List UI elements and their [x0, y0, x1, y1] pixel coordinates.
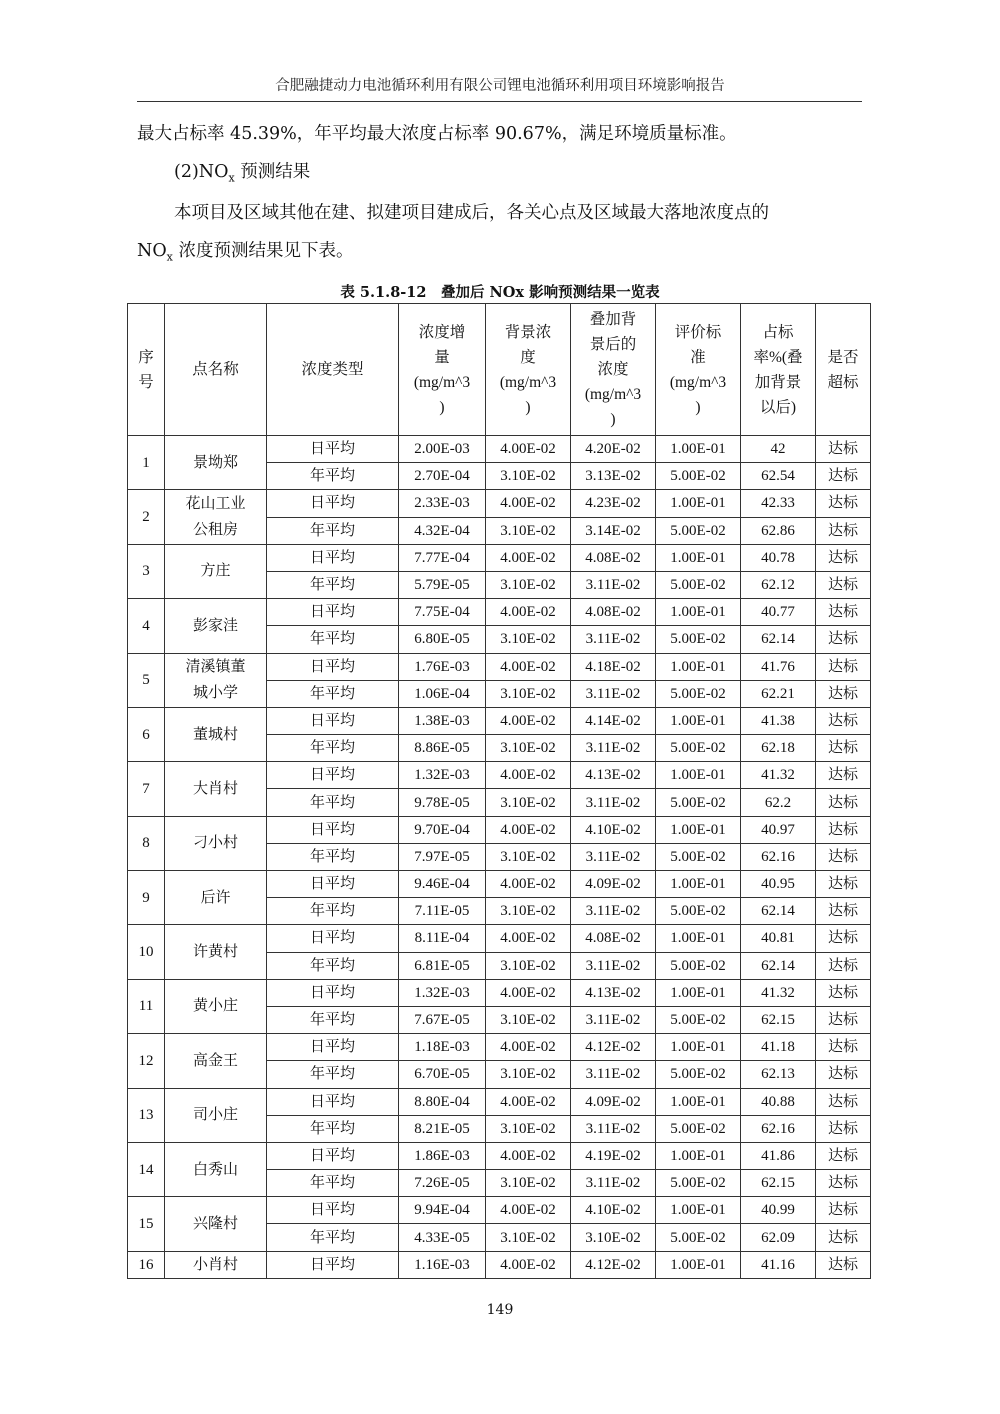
ratio-cell: 62.15 — [741, 1006, 816, 1033]
table-row — [128, 1142, 871, 1169]
background-cell: 4.00E-02 — [486, 599, 571, 626]
column-header: 浓度增 量 (mg/m^3 ) — [399, 304, 486, 436]
background-cell: 4.00E-02 — [486, 490, 571, 517]
standard-cell: 1.00E-01 — [656, 1034, 741, 1061]
background-cell: 3.10E-02 — [486, 735, 571, 762]
superimposed-cell: 4.09E-02 — [571, 871, 656, 898]
background-cell: 3.10E-02 — [486, 898, 571, 925]
standard-cell: 1.00E-01 — [656, 1251, 741, 1278]
increment-cell: 1.16E-03 — [399, 1251, 486, 1278]
superimposed-cell: 4.13E-02 — [571, 979, 656, 1006]
exceed-status-cell: 达标 — [816, 599, 871, 626]
column-header: 叠加背 景后的 浓度 (mg/m^3 ) — [571, 304, 656, 436]
table-row — [128, 1197, 871, 1224]
superimposed-cell: 3.11E-02 — [571, 680, 656, 707]
exceed-status-cell: 达标 — [816, 490, 871, 517]
standard-cell: 5.00E-02 — [656, 1115, 741, 1142]
concentration-type-cell: 日平均 — [267, 544, 399, 571]
point-name: 刁小村 — [165, 816, 267, 870]
column-header: 评价标 准 (mg/m^3 ) — [656, 304, 741, 436]
point-name: 司小庄 — [165, 1088, 267, 1142]
exceed-status-cell: 达标 — [816, 1115, 871, 1142]
standard-cell: 1.00E-01 — [656, 762, 741, 789]
background-cell: 3.10E-02 — [486, 843, 571, 870]
exceed-status-cell: 达标 — [816, 1251, 871, 1278]
increment-cell: 9.70E-04 — [399, 816, 486, 843]
superimposed-cell: 4.20E-02 — [571, 436, 656, 463]
increment-cell: 6.81E-05 — [399, 952, 486, 979]
background-cell: 3.10E-02 — [486, 680, 571, 707]
background-cell: 4.00E-02 — [486, 1251, 571, 1278]
increment-cell: 2.00E-03 — [399, 436, 486, 463]
concentration-type-cell: 年平均 — [267, 463, 399, 490]
ratio-cell: 62.14 — [741, 898, 816, 925]
exceed-status-cell: 达标 — [816, 952, 871, 979]
standard-cell: 1.00E-01 — [656, 1197, 741, 1224]
heading-text: 预测结果 — [234, 162, 311, 182]
row-number: 6 — [128, 707, 165, 761]
exceed-status-cell: 达标 — [816, 871, 871, 898]
increment-cell: 7.75E-04 — [399, 599, 486, 626]
exceed-status-cell: 达标 — [816, 843, 871, 870]
table-caption: 表 5.1.8-12 叠加后 NOx 影响预测结果一览表 — [340, 284, 660, 301]
heading-text: (2)NO — [174, 162, 229, 182]
increment-cell: 1.06E-04 — [399, 680, 486, 707]
concentration-type-cell: 日平均 — [267, 653, 399, 680]
increment-cell: 9.46E-04 — [399, 871, 486, 898]
point-name: 许黄村 — [165, 925, 267, 979]
standard-cell: 1.00E-01 — [656, 544, 741, 571]
point-name: 彭家洼 — [165, 599, 267, 653]
superimposed-cell: 3.11E-02 — [571, 571, 656, 598]
increment-cell: 9.78E-05 — [399, 789, 486, 816]
point-name: 白秀山 — [165, 1142, 267, 1196]
superimposed-cell: 4.08E-02 — [571, 544, 656, 571]
table-row — [128, 925, 871, 952]
ratio-cell: 40.77 — [741, 599, 816, 626]
point-name: 花山工业 公租房 — [165, 490, 267, 544]
standard-cell: 5.00E-02 — [656, 626, 741, 653]
increment-cell: 1.32E-03 — [399, 762, 486, 789]
row-number: 13 — [128, 1088, 165, 1142]
superimposed-cell: 4.12E-02 — [571, 1034, 656, 1061]
standard-cell: 5.00E-02 — [656, 463, 741, 490]
table-row — [128, 762, 871, 789]
point-name: 方庄 — [165, 544, 267, 598]
heading-subscript: x — [228, 171, 235, 185]
increment-cell: 1.86E-03 — [399, 1142, 486, 1169]
superimposed-cell: 3.14E-02 — [571, 517, 656, 544]
background-cell: 3.10E-02 — [486, 1061, 571, 1088]
increment-cell: 6.80E-05 — [399, 626, 486, 653]
column-header: 浓度类型 — [267, 304, 399, 436]
table-row — [128, 599, 871, 626]
superimposed-cell: 3.10E-02 — [571, 1224, 656, 1251]
superimposed-cell: 4.08E-02 — [571, 599, 656, 626]
ratio-cell: 41.32 — [741, 979, 816, 1006]
background-cell: 4.00E-02 — [486, 707, 571, 734]
standard-cell: 5.00E-02 — [656, 898, 741, 925]
standard-cell: 5.00E-02 — [656, 1006, 741, 1033]
exceed-status-cell: 达标 — [816, 463, 871, 490]
column-header: 点名称 — [165, 304, 267, 436]
standard-cell: 1.00E-01 — [656, 599, 741, 626]
standard-cell: 5.00E-02 — [656, 680, 741, 707]
ratio-cell: 41.76 — [741, 653, 816, 680]
increment-cell: 4.33E-05 — [399, 1224, 486, 1251]
increment-cell: 4.32E-04 — [399, 517, 486, 544]
section-heading — [174, 160, 310, 191]
concentration-type-cell: 日平均 — [267, 1251, 399, 1278]
background-cell: 3.10E-02 — [486, 952, 571, 979]
exceed-status-cell: 达标 — [816, 1034, 871, 1061]
row-number: 16 — [128, 1251, 165, 1278]
increment-cell: 7.11E-05 — [399, 898, 486, 925]
superimposed-cell: 4.10E-02 — [571, 816, 656, 843]
point-name: 小肖村 — [165, 1251, 267, 1278]
exceed-status-cell: 达标 — [816, 680, 871, 707]
table-row — [128, 490, 871, 517]
concentration-type-cell: 日平均 — [267, 1088, 399, 1115]
table-row — [128, 871, 871, 898]
concentration-type-cell: 年平均 — [267, 626, 399, 653]
ratio-cell: 62.14 — [741, 952, 816, 979]
ratio-cell: 62.21 — [741, 680, 816, 707]
increment-cell: 7.77E-04 — [399, 544, 486, 571]
increment-cell: 8.11E-04 — [399, 925, 486, 952]
row-number: 10 — [128, 925, 165, 979]
exceed-status-cell: 达标 — [816, 626, 871, 653]
concentration-type-cell: 日平均 — [267, 762, 399, 789]
concentration-type-cell: 日平均 — [267, 979, 399, 1006]
superimposed-cell: 3.11E-02 — [571, 952, 656, 979]
ratio-cell: 42.33 — [741, 490, 816, 517]
exceed-status-cell: 达标 — [816, 898, 871, 925]
background-cell: 4.00E-02 — [486, 816, 571, 843]
increment-cell: 7.67E-05 — [399, 1006, 486, 1033]
point-name: 董城村 — [165, 707, 267, 761]
concentration-type-cell: 日平均 — [267, 707, 399, 734]
superimposed-cell: 3.11E-02 — [571, 789, 656, 816]
increment-cell: 1.32E-03 — [399, 979, 486, 1006]
standard-cell: 5.00E-02 — [656, 1224, 741, 1251]
ratio-cell: 62.86 — [741, 517, 816, 544]
row-number: 9 — [128, 871, 165, 925]
table-row — [128, 979, 871, 1006]
ratio-cell: 41.32 — [741, 762, 816, 789]
exceed-status-cell: 达标 — [816, 1142, 871, 1169]
concentration-type-cell: 年平均 — [267, 789, 399, 816]
concentration-type-cell: 日平均 — [267, 436, 399, 463]
exceed-status-cell: 达标 — [816, 1006, 871, 1033]
point-name: 黄小庄 — [165, 979, 267, 1033]
exceed-status-cell: 达标 — [816, 544, 871, 571]
concentration-type-cell: 年平均 — [267, 571, 399, 598]
column-header: 占标 率%(叠 加背景 以后) — [741, 304, 816, 436]
increment-cell: 5.79E-05 — [399, 571, 486, 598]
increment-cell: 1.38E-03 — [399, 707, 486, 734]
superimposed-cell: 3.13E-02 — [571, 463, 656, 490]
ratio-cell: 41.38 — [741, 707, 816, 734]
background-cell: 3.10E-02 — [486, 571, 571, 598]
background-cell: 4.00E-02 — [486, 653, 571, 680]
point-name: 景坳郑 — [165, 436, 267, 490]
paragraph-text: NO — [137, 241, 167, 261]
table-row — [128, 436, 871, 463]
ratio-cell: 62.09 — [741, 1224, 816, 1251]
nox-prediction-table — [127, 303, 871, 1279]
increment-cell: 8.86E-05 — [399, 735, 486, 762]
exceed-status-cell: 达标 — [816, 789, 871, 816]
concentration-type-cell: 年平均 — [267, 1170, 399, 1197]
superimposed-cell: 4.10E-02 — [571, 1197, 656, 1224]
increment-cell: 7.26E-05 — [399, 1170, 486, 1197]
superimposed-cell: 3.11E-02 — [571, 626, 656, 653]
row-number: 2 — [128, 490, 165, 544]
paragraph-line: 最大占标率 45.39%，年平均最大浓度占标率 90.67%，满足环境质量标准。 — [137, 124, 737, 144]
paragraph-line: 本项目及区域其他在建、拟建项目建成后，各关心点及区域最大落地浓度点的 — [174, 203, 769, 223]
exceed-status-cell: 达标 — [816, 707, 871, 734]
ratio-cell: 62.2 — [741, 789, 816, 816]
superimposed-cell: 3.11E-02 — [571, 1170, 656, 1197]
column-header: 序 号 — [128, 304, 165, 436]
superimposed-cell: 3.11E-02 — [571, 1061, 656, 1088]
background-cell: 4.00E-02 — [486, 1142, 571, 1169]
standard-cell: 1.00E-01 — [656, 871, 741, 898]
row-number: 12 — [128, 1034, 165, 1088]
background-cell: 3.10E-02 — [486, 1115, 571, 1142]
background-cell: 4.00E-02 — [486, 1088, 571, 1115]
point-name: 清溪镇董 城小学 — [165, 653, 267, 707]
point-name: 高金王 — [165, 1034, 267, 1088]
page-header: 合肥融捷动力电池循环利用有限公司锂电池循环利用项目环境影响报告 — [275, 78, 725, 94]
concentration-type-cell: 年平均 — [267, 1115, 399, 1142]
concentration-type-cell: 年平均 — [267, 517, 399, 544]
increment-cell: 9.94E-04 — [399, 1197, 486, 1224]
standard-cell: 5.00E-02 — [656, 843, 741, 870]
ratio-cell: 62.13 — [741, 1061, 816, 1088]
page-number: 149 — [486, 1302, 514, 1318]
standard-cell: 1.00E-01 — [656, 653, 741, 680]
increment-cell: 7.97E-05 — [399, 843, 486, 870]
concentration-type-cell: 年平均 — [267, 680, 399, 707]
superimposed-cell: 4.13E-02 — [571, 762, 656, 789]
background-cell: 4.00E-02 — [486, 762, 571, 789]
exceed-status-cell: 达标 — [816, 925, 871, 952]
background-cell: 4.00E-02 — [486, 436, 571, 463]
background-cell: 3.10E-02 — [486, 463, 571, 490]
concentration-type-cell: 年平均 — [267, 1224, 399, 1251]
point-name: 兴隆村 — [165, 1197, 267, 1251]
row-number: 14 — [128, 1142, 165, 1196]
increment-cell: 1.18E-03 — [399, 1034, 486, 1061]
concentration-type-cell: 年平均 — [267, 952, 399, 979]
exceed-status-cell: 达标 — [816, 571, 871, 598]
concentration-type-cell: 日平均 — [267, 1034, 399, 1061]
row-number: 8 — [128, 816, 165, 870]
ratio-cell: 40.99 — [741, 1197, 816, 1224]
exceed-status-cell: 达标 — [816, 436, 871, 463]
concentration-type-cell: 年平均 — [267, 1006, 399, 1033]
ratio-cell: 62.16 — [741, 843, 816, 870]
increment-cell: 1.76E-03 — [399, 653, 486, 680]
increment-cell: 8.80E-04 — [399, 1088, 486, 1115]
increment-cell: 2.33E-03 — [399, 490, 486, 517]
ratio-cell: 62.14 — [741, 626, 816, 653]
background-cell: 3.10E-02 — [486, 1170, 571, 1197]
concentration-type-cell: 年平均 — [267, 898, 399, 925]
concentration-type-cell: 年平均 — [267, 843, 399, 870]
background-cell: 4.00E-02 — [486, 979, 571, 1006]
ratio-cell: 41.86 — [741, 1142, 816, 1169]
concentration-type-cell: 日平均 — [267, 599, 399, 626]
standard-cell: 1.00E-01 — [656, 1142, 741, 1169]
column-header: 背景浓 度 (mg/m^3 ) — [486, 304, 571, 436]
ratio-cell: 40.95 — [741, 871, 816, 898]
superimposed-cell: 3.11E-02 — [571, 843, 656, 870]
standard-cell: 5.00E-02 — [656, 1170, 741, 1197]
concentration-type-cell: 日平均 — [267, 871, 399, 898]
column-header: 是否 超标 — [816, 304, 871, 436]
standard-cell: 1.00E-01 — [656, 925, 741, 952]
ratio-cell: 62.54 — [741, 463, 816, 490]
row-number: 4 — [128, 599, 165, 653]
superimposed-cell: 4.09E-02 — [571, 1088, 656, 1115]
table-row — [128, 544, 871, 571]
background-cell: 4.00E-02 — [486, 544, 571, 571]
row-number: 1 — [128, 436, 165, 490]
table-row — [128, 816, 871, 843]
concentration-type-cell: 日平均 — [267, 1142, 399, 1169]
increment-cell: 2.70E-04 — [399, 463, 486, 490]
superimposed-cell: 3.11E-02 — [571, 898, 656, 925]
concentration-type-cell: 年平均 — [267, 735, 399, 762]
ratio-cell: 62.12 — [741, 571, 816, 598]
exceed-status-cell: 达标 — [816, 1224, 871, 1251]
superimposed-cell: 4.08E-02 — [571, 925, 656, 952]
background-cell: 3.10E-02 — [486, 626, 571, 653]
superimposed-cell: 4.18E-02 — [571, 653, 656, 680]
background-cell: 4.00E-02 — [486, 925, 571, 952]
concentration-type-cell: 年平均 — [267, 1061, 399, 1088]
standard-cell: 5.00E-02 — [656, 789, 741, 816]
standard-cell: 5.00E-02 — [656, 571, 741, 598]
exceed-status-cell: 达标 — [816, 1197, 871, 1224]
table-row — [128, 653, 871, 680]
standard-cell: 5.00E-02 — [656, 1061, 741, 1088]
ratio-cell: 40.88 — [741, 1088, 816, 1115]
row-number: 7 — [128, 762, 165, 816]
superimposed-cell: 4.12E-02 — [571, 1251, 656, 1278]
ratio-cell: 62.15 — [741, 1170, 816, 1197]
exceed-status-cell: 达标 — [816, 517, 871, 544]
background-cell: 4.00E-02 — [486, 1197, 571, 1224]
ratio-cell: 41.16 — [741, 1251, 816, 1278]
ratio-cell: 42 — [741, 436, 816, 463]
exceed-status-cell: 达标 — [816, 979, 871, 1006]
row-number: 15 — [128, 1197, 165, 1251]
row-number: 5 — [128, 653, 165, 707]
ratio-cell: 41.18 — [741, 1034, 816, 1061]
exceed-status-cell: 达标 — [816, 762, 871, 789]
background-cell: 3.10E-02 — [486, 517, 571, 544]
background-cell: 3.10E-02 — [486, 789, 571, 816]
standard-cell: 5.00E-02 — [656, 735, 741, 762]
row-number: 11 — [128, 979, 165, 1033]
standard-cell: 5.00E-02 — [656, 952, 741, 979]
ratio-cell: 62.18 — [741, 735, 816, 762]
point-name: 大肖村 — [165, 762, 267, 816]
ratio-cell: 40.97 — [741, 816, 816, 843]
paragraph-text: 浓度预测结果见下表。 — [172, 241, 354, 261]
standard-cell: 5.00E-02 — [656, 517, 741, 544]
exceed-status-cell: 达标 — [816, 1061, 871, 1088]
table-row — [128, 707, 871, 734]
concentration-type-cell: 日平均 — [267, 816, 399, 843]
standard-cell: 1.00E-01 — [656, 436, 741, 463]
point-name: 后许 — [165, 871, 267, 925]
table-row — [128, 1251, 871, 1278]
standard-cell: 1.00E-01 — [656, 816, 741, 843]
standard-cell: 1.00E-01 — [656, 490, 741, 517]
concentration-type-cell: 日平均 — [267, 1197, 399, 1224]
exceed-status-cell: 达标 — [816, 735, 871, 762]
superimposed-cell: 4.14E-02 — [571, 707, 656, 734]
table-header-row — [128, 304, 871, 436]
paragraph-line — [137, 239, 353, 270]
paragraph-subscript: x — [166, 250, 173, 264]
increment-cell: 8.21E-05 — [399, 1115, 486, 1142]
ratio-cell: 40.78 — [741, 544, 816, 571]
ratio-cell: 62.16 — [741, 1115, 816, 1142]
superimposed-cell: 4.23E-02 — [571, 490, 656, 517]
standard-cell: 1.00E-01 — [656, 1088, 741, 1115]
background-cell: 4.00E-02 — [486, 1034, 571, 1061]
header-rule — [137, 101, 862, 102]
exceed-status-cell: 达标 — [816, 653, 871, 680]
standard-cell: 1.00E-01 — [656, 707, 741, 734]
row-number: 3 — [128, 544, 165, 598]
background-cell: 4.00E-02 — [486, 871, 571, 898]
standard-cell: 1.00E-01 — [656, 979, 741, 1006]
table-row — [128, 1088, 871, 1115]
exceed-status-cell: 达标 — [816, 1170, 871, 1197]
concentration-type-cell: 日平均 — [267, 490, 399, 517]
increment-cell: 6.70E-05 — [399, 1061, 486, 1088]
superimposed-cell: 3.11E-02 — [571, 1115, 656, 1142]
exceed-status-cell: 达标 — [816, 1088, 871, 1115]
superimposed-cell: 3.11E-02 — [571, 1006, 656, 1033]
background-cell: 3.10E-02 — [486, 1224, 571, 1251]
superimposed-cell: 4.19E-02 — [571, 1142, 656, 1169]
background-cell: 3.10E-02 — [486, 1006, 571, 1033]
exceed-status-cell: 达标 — [816, 816, 871, 843]
table-row — [128, 1034, 871, 1061]
superimposed-cell: 3.11E-02 — [571, 735, 656, 762]
concentration-type-cell: 日平均 — [267, 925, 399, 952]
ratio-cell: 40.81 — [741, 925, 816, 952]
